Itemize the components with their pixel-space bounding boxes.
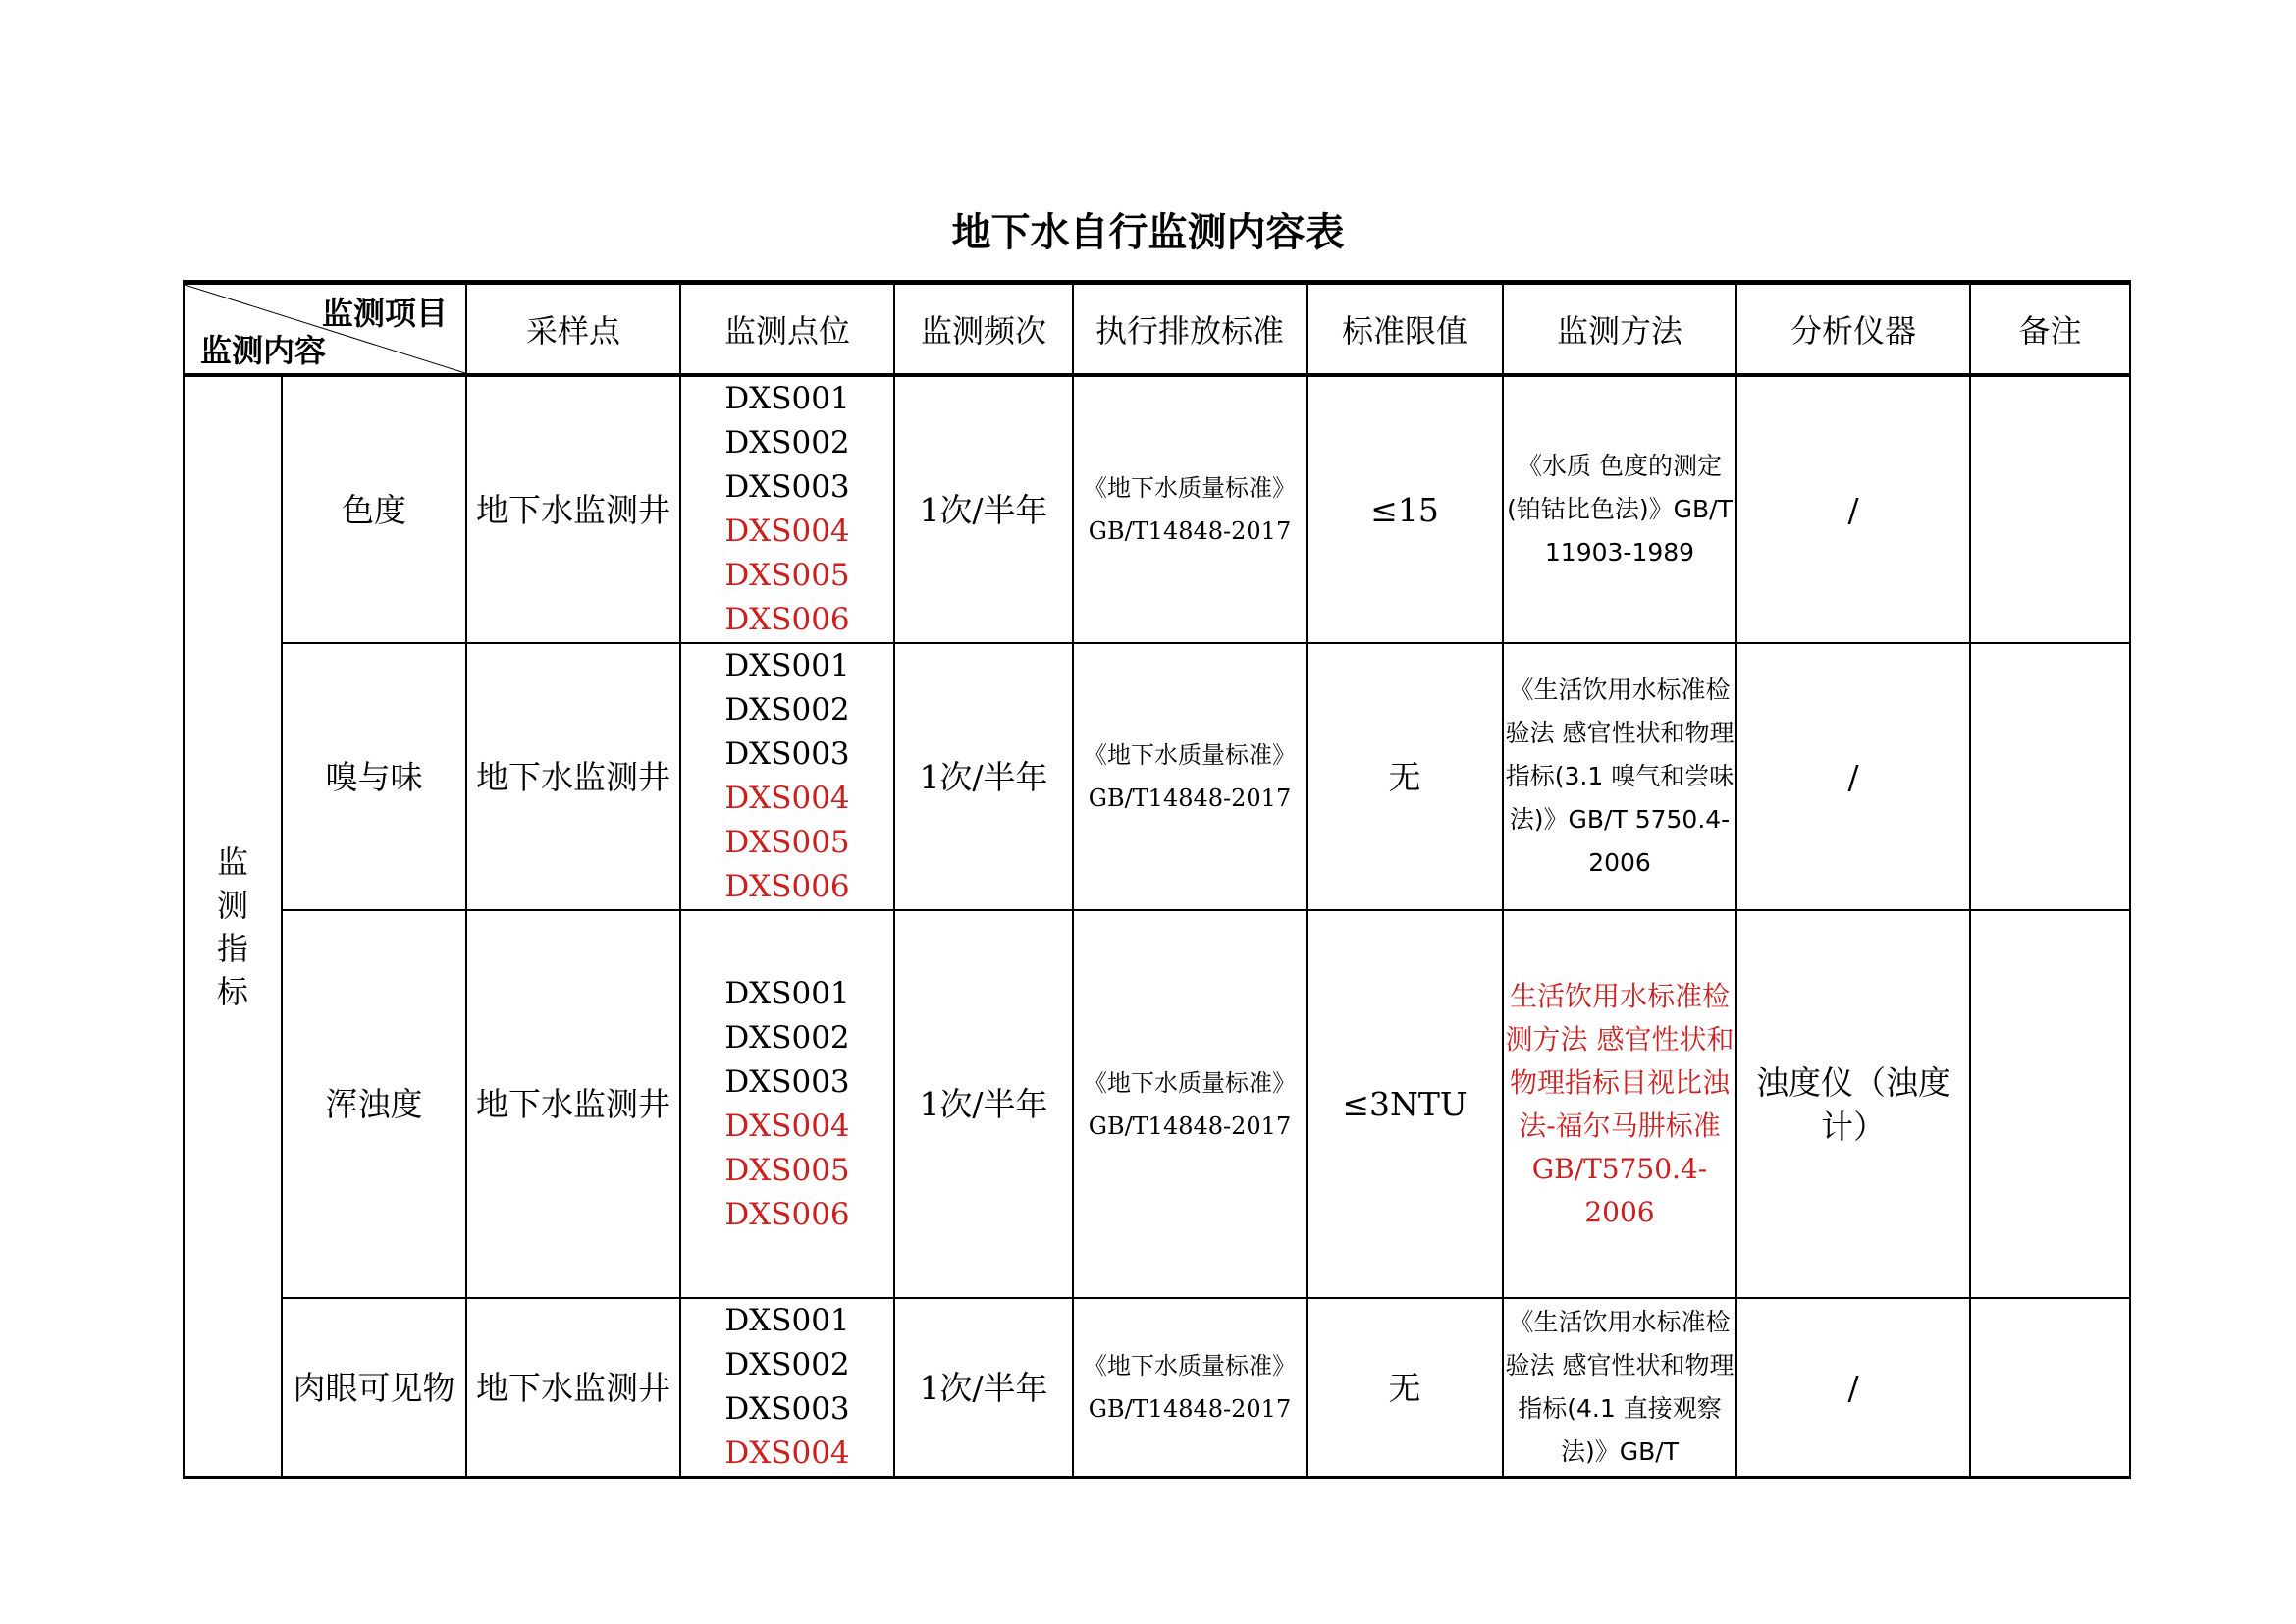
group-label-char: 标 — [216, 972, 248, 1010]
item-cell: 肉眼可见物 — [282, 1298, 466, 1478]
header-limit: 标准限值 — [1307, 283, 1503, 376]
monitoring-table — [183, 280, 2131, 1479]
points-cell — [680, 375, 894, 643]
standard-cell: 《地下水质量标准》GB/T14848-2017 — [1073, 1298, 1307, 1478]
note-cell — [1970, 1298, 2130, 1478]
group-label-char: 监 — [216, 842, 248, 881]
point-id: DXS001 — [724, 975, 850, 1011]
sample-cell: 地下水监测井 — [466, 910, 680, 1298]
note-cell — [1970, 375, 2130, 643]
method-cell: 《生活饮用水标准检验法 感官性状和物理指标(4.1 直接观察法)》GB/T — [1503, 1298, 1736, 1478]
point-id: DXS001 — [724, 381, 850, 416]
standard-cell: 《地下水质量标准》GB/T14848-2017 — [1073, 643, 1307, 910]
item-cell: 色度 — [282, 375, 466, 643]
instrument-cell: / — [1736, 643, 1970, 910]
group-label-cell — [184, 375, 282, 1478]
sample-cell: 地下水监测井 — [466, 643, 680, 910]
sample-cell: 地下水监测井 — [466, 375, 680, 643]
frequency-cell: 1次/半年 — [894, 910, 1073, 1298]
limit-cell: 无 — [1307, 643, 1503, 910]
point-id: DXS002 — [724, 425, 850, 460]
instrument-cell: / — [1736, 1298, 1970, 1478]
instrument-cell: 浊度仪（浊度计） — [1736, 910, 1970, 1298]
point-id: DXS006 — [724, 869, 850, 904]
item-cell: 浑浊度 — [282, 910, 466, 1298]
header-item-label: 监测项目 — [321, 295, 448, 332]
header-frequency: 监测频次 — [894, 283, 1073, 376]
table-row — [184, 910, 2130, 1298]
item-cell: 嗅与味 — [282, 643, 466, 910]
points-cell — [680, 910, 894, 1298]
instrument-cell: / — [1736, 375, 1970, 643]
frequency-cell: 1次/半年 — [894, 375, 1073, 643]
diagonal-header-cell — [184, 283, 466, 376]
method-cell: 生活饮用水标准检测方法 感官性状和物理指标目视比浊法-福尔马肼标准GB/T5750.4-2006 — [1503, 910, 1736, 1298]
header-standard: 执行排放标准 — [1073, 283, 1307, 376]
table-row — [184, 643, 2130, 910]
header-row — [184, 283, 2130, 376]
header-points: 监测点位 — [680, 283, 894, 376]
point-id: DXS005 — [724, 558, 850, 593]
table-row — [184, 1298, 2130, 1478]
point-id: DXS004 — [724, 1108, 850, 1144]
limit-cell: 无 — [1307, 1298, 1503, 1478]
page-title: 地下水自行监测内容表 — [951, 210, 1345, 255]
header-sample: 采样点 — [466, 283, 680, 376]
limit-cell: ≤3NTU — [1307, 910, 1503, 1298]
point-id: DXS006 — [724, 602, 850, 637]
note-cell — [1970, 643, 2130, 910]
sample-cell: 地下水监测井 — [466, 1298, 680, 1478]
method-cell: 《水质 色度的测定(铂钴比色法)》GB/T 11903-1989 — [1503, 375, 1736, 643]
point-id: DXS002 — [724, 1019, 850, 1056]
point-id: DXS004 — [724, 514, 850, 549]
point-id: DXS003 — [724, 469, 850, 505]
point-id: DXS005 — [724, 1152, 850, 1188]
point-id: DXS003 — [724, 1063, 850, 1100]
method-cell: 《生活饮用水标准检验法 感官性状和物理指标(3.1 嗅气和尝味法)》GB/T 5750.4-2006 — [1503, 643, 1736, 910]
note-cell — [1970, 910, 2130, 1298]
header-instrument: 分析仪器 — [1736, 283, 1970, 376]
point-id: DXS004 — [724, 1435, 850, 1471]
points-cell — [680, 1298, 894, 1478]
point-id: DXS003 — [724, 1391, 850, 1427]
frequency-cell: 1次/半年 — [894, 1298, 1073, 1478]
point-id: DXS004 — [724, 781, 850, 816]
standard-cell: 《地下水质量标准》GB/T14848-2017 — [1073, 375, 1307, 643]
point-id: DXS005 — [724, 825, 850, 860]
header-note: 备注 — [1970, 283, 2130, 376]
point-id: DXS002 — [724, 692, 850, 728]
header-content-label: 监测内容 — [200, 332, 327, 369]
points-cell — [680, 643, 894, 910]
group-label-char: 测 — [216, 886, 248, 924]
point-id: DXS002 — [724, 1347, 850, 1382]
header-method: 监测方法 — [1503, 283, 1736, 376]
point-id: DXS006 — [724, 1196, 850, 1232]
group-label-char: 指 — [216, 929, 248, 967]
standard-cell: 《地下水质量标准》GB/T14848-2017 — [1073, 910, 1307, 1298]
point-id: DXS001 — [724, 648, 850, 683]
point-id: DXS003 — [724, 736, 850, 772]
frequency-cell: 1次/半年 — [894, 643, 1073, 910]
table-row — [184, 375, 2130, 643]
point-id: DXS001 — [724, 1303, 850, 1338]
limit-cell: ≤15 — [1307, 375, 1503, 643]
